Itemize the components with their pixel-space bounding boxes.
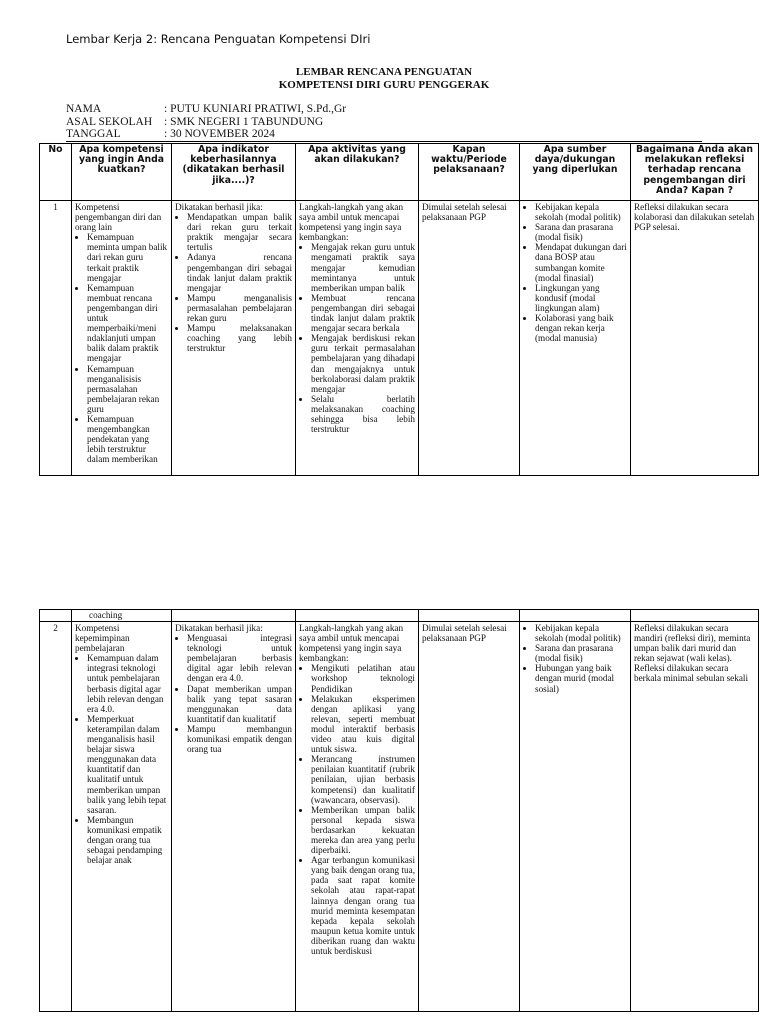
row-number: 1	[40, 201, 72, 476]
date-value: : 30 NOVEMBER 2024	[164, 128, 275, 141]
identity-row-date	[66, 128, 346, 141]
resources-cell	[520, 201, 631, 476]
competency-intro: Kompetensi kepemimpinan pembelajaran	[75, 623, 130, 654]
indicator-item: • Dapat memberikan umpan balik yang tepat sasaran menggunakan data kuantitatif dan kualitatif	[187, 684, 292, 724]
resource-item: • Mendapat dukungan dari dana BOSP atau sumbangan komite (modal finasial)	[535, 242, 627, 282]
name-value: : PUTU KUNIARI PRATIWI, S.Pd.,Gr	[164, 103, 347, 115]
document-title	[0, 66, 768, 92]
title-line-1: LEMBAR RENCANA PENGUATAN	[295, 66, 473, 78]
indicator-cell	[172, 622, 296, 1012]
period-cell: Dimulai setelah selesai pelaksanaan PGP	[419, 622, 520, 1012]
resource-item: • Kebijakan kepala sekolah (modal politik)	[535, 623, 627, 643]
competency-plan-table	[39, 143, 759, 476]
school-value: : SMK NEGERI 1 TABUNDUNG	[164, 115, 324, 128]
activity-cell	[296, 201, 419, 476]
resource-item: • Kolaborasi yang baik dengan rekan kerja (modal manusia)	[535, 313, 627, 343]
header-competency: Apa kompetensi yang ingin Anda kuatkan?	[72, 144, 172, 201]
activity-item: • Selalu berlatih melaksanakan coaching sehingga bisa lebih terstruktur	[311, 394, 415, 434]
reflection-cell: Refleksi dilakukan secara kolaborasi dan dilakukan setelah PGP selesai.	[631, 201, 759, 476]
school-label: ASAL SEKOLAH	[66, 115, 153, 128]
activity-item: • Memberikan umpan balik personal kepada siswa berdasarkan kekuatan mereka dan area yang perlu diperbaiki.	[311, 805, 415, 855]
competency-intro: Kompetensi pengembangan diri dan orang lain	[75, 202, 162, 233]
row-number: 2	[40, 622, 72, 1012]
competency-item: • Kemampuan membuat rencana pengembangan diri untuk memperbaiki/meni ndaklanjuti umpan balik dalam praktik mengajar	[87, 283, 168, 364]
competency-item: • Kemampuan mengembangkan pendekatan yang lebih terstruktur dalam memberikan	[87, 414, 168, 464]
activity-item: • Mengikuti pelatihan atau workshop teknologi Pendidikan	[311, 663, 415, 693]
competency-item: • Kemampuan meminta umpan balik dari rekan guru terkait praktik mengajar	[87, 232, 168, 282]
header-resources: Apa sumber daya/dukungan yang diperlukan	[520, 144, 631, 201]
reflection-cell: Refleksi dilakukan secara mandiri (refleksi diri), meminta umpan balik dari murid dan rekan sejawat (wali kelas). Refleksi dilakukan secara berkala minimal sebulan sekali	[631, 622, 759, 1012]
indicator-cell	[172, 201, 296, 476]
activity-item: • Membuat rencana pengembangan diri sebagai tindak lanjut dalam praktik mengajar secara berkala	[311, 293, 415, 333]
indicator-intro: Dikatakan berhasil jika:	[175, 623, 263, 633]
competency-cell	[72, 201, 172, 476]
resources-cell	[520, 622, 631, 1012]
resource-item: • Sarana dan prasarana (modal fisik)	[535, 643, 627, 663]
indicator-item: • Adanya rencana pengembangan diri sebagai tindak lanjut dalam praktik mengajar	[187, 252, 292, 292]
indicator-item: • Mampu membangun komunikasi empatik dengan orang tua	[187, 724, 292, 754]
competency-item: • Kemampuan dalam integrasi teknologi untuk pembelajaran berbasis digital agar lebih relevan dengan era 4.0.	[87, 653, 168, 714]
competency-continuation: coaching	[89, 610, 123, 620]
resource-item: • Sarana dan prasarana (modal fisik)	[535, 222, 627, 242]
resource-item: • Hubungan yang baik dengan murid (modal sosial)	[535, 663, 627, 693]
header-indicator: Apa indikator keberhasilannya (dikatakan berhasil jika....)?	[172, 144, 296, 201]
activity-cell	[296, 622, 419, 1012]
table-header-row	[40, 144, 759, 201]
header-reflection: Bagaimana Anda akan melakukan refleksi terhadap rencana pengembangan diri Anda? Kapan ?	[631, 144, 759, 201]
table-row-continuation	[40, 610, 759, 622]
activity-item: • Melakukan eksperimen dengan aplikasi yang relevan, seperti membuat modul interaktif berbasis video atau kuis digital untuk siswa.	[311, 694, 415, 755]
table-row	[40, 622, 759, 1012]
indicator-item: • Mampu melaksanakan coaching yang lebih terstruktur	[187, 323, 292, 353]
identity-row-school	[66, 116, 346, 129]
identity-row-name	[66, 103, 346, 116]
competency-item: • Kemampuan menganalisisis permasalahan pembelajaran rekan guru	[87, 364, 168, 414]
indicator-item: • Mendapatkan umpan balik dari rekan guru terkait praktik mengajar secara tertulis	[187, 212, 292, 252]
worksheet-header: Lembar Kerja 2: Rencana Penguatan Kompetensi DIri	[66, 32, 371, 46]
activity-intro: Langkah-langkah yang akan saya ambil untuk mencapai kompetensi yang ingin saya kembangkan:	[299, 623, 404, 664]
header-activity: Apa aktivitas yang akan dilakukan?	[296, 144, 419, 201]
competency-plan-table-continued	[39, 609, 759, 1012]
resource-item: • Lingkungan yang kondusif (modal lingkungan alam)	[535, 283, 627, 313]
competency-item: • Memperkuat keterampilan dalam menganalisis hasil belajar siswa menggunakan data kuantitatif dan kualitatif untuk memberikan umpan balik yang lebih tepat sasaran.	[87, 714, 168, 815]
activity-item: • Merancang instrumen penilaian kuantitatif (rubrik penilaian, ujian berbasis kompetensi) dan kualitatif (wawancara, observasi).	[311, 754, 415, 804]
date-label: TANGGAL	[66, 128, 121, 141]
activity-intro: Langkah-langkah yang akan saya ambil untuk mencapai kompetensi yang ingin saya kembangkan:	[299, 202, 404, 243]
competency-cell	[72, 622, 172, 1012]
activity-item: • Agar terbangun komunikasi yang baik dengan orang tua, pada saat rapat komite sekolah atau rapat-rapat lainnya dengan orang tua murid meminta kesempatan kepada kepala sekolah maupun ketua komite untuk diberikan ruang dan waktu untuk berdiskusi	[311, 855, 415, 956]
identity-block	[66, 103, 346, 141]
resource-item: • Kebijakan kepala sekolah (modal politik)	[535, 202, 627, 222]
title-line-2: KOMPETENSI DIRI GURU PENGGERAK	[278, 79, 490, 91]
header-no: No	[40, 144, 72, 201]
table-row	[40, 201, 759, 476]
name-label: NAMA	[66, 103, 102, 115]
header-period: Kapan waktu/Periode pelaksanaan?	[419, 144, 520, 201]
indicator-intro: Dikatakan berhasil jika:	[175, 202, 263, 212]
period-cell: Dimulai setelah selesai pelaksanaan PGP	[419, 201, 520, 476]
activity-item: • Mengajak berdiskusi rekan guru terkait permasalahan pembelajaran yang dihadapi dan mengajaknya untuk berkolaborasi dalam praktik mengajar	[311, 333, 415, 394]
competency-item: • Membangun komunikasi empatik dengan orang tua sebagai pendamping belajar anak	[87, 815, 168, 865]
indicator-item: • Mampu menganalisis permasalahan pembelajaran rekan guru	[187, 293, 292, 323]
indicator-item: • Menguasai integrasi teknologi untuk pembelajaran berbasis digital agar lebih relevan dengan era 4.0.	[187, 633, 292, 683]
identity-divider	[66, 141, 702, 142]
activity-item: • Mengajak rekan guru untuk mengamati praktik saya mengajar kemudian memintanya untuk memberikan umpan balik	[311, 242, 415, 292]
